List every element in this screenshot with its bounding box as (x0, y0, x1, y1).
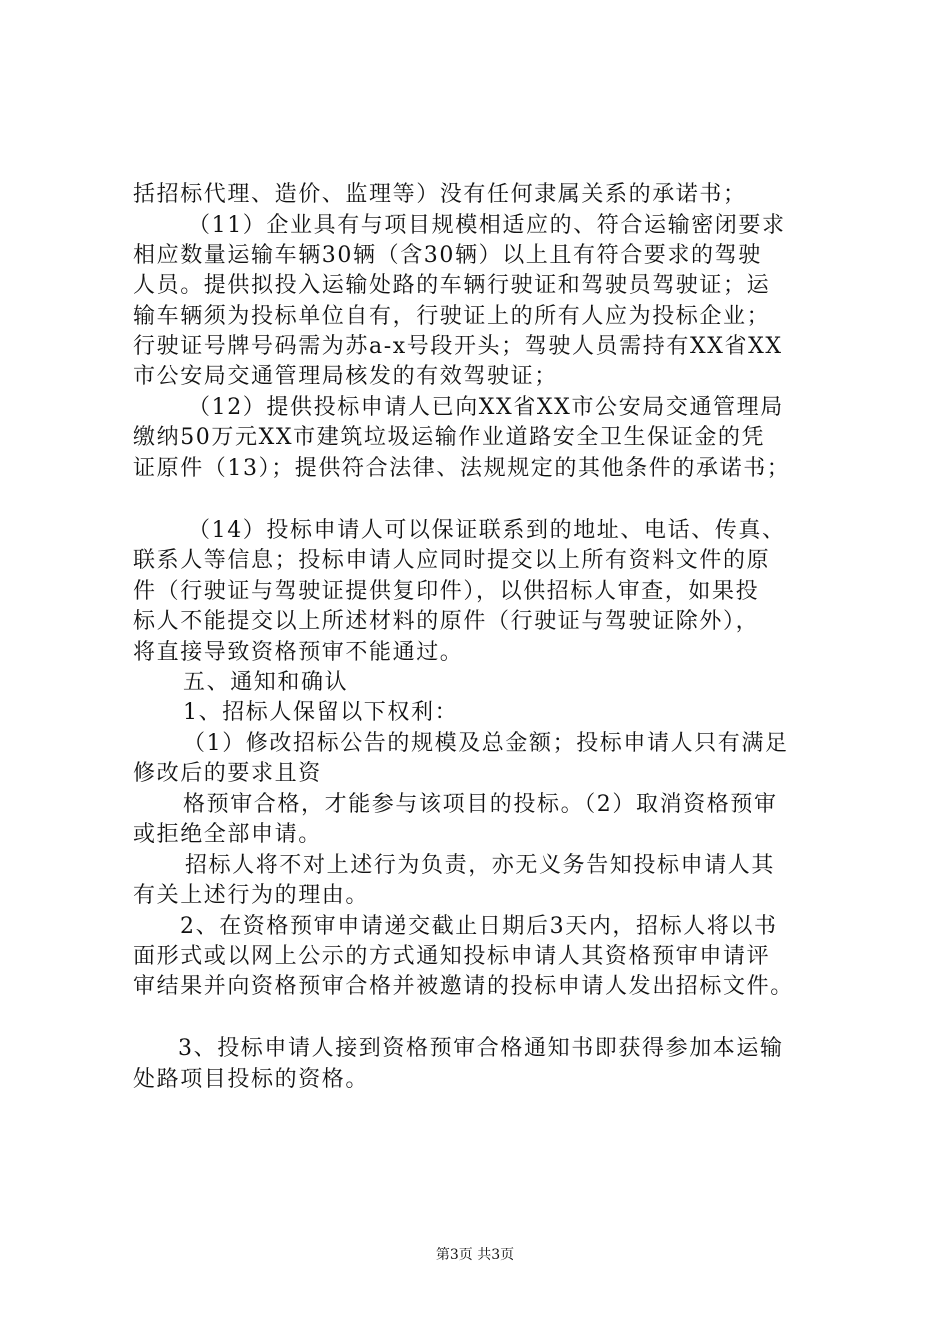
paragraph-line: 招标人将不对上述行为负责，亦无义务告知投标申请人其 (185, 853, 776, 878)
paragraph-line: （1）修改招标公告的规模及总金额；投标申请人只有满足 (183, 731, 789, 756)
paragraph-line: 相应数量运输车辆30辆（含30辆）以上且有符合要求的驾驶 (133, 243, 762, 268)
paragraph-line: 联系人等信息；投标申请人应同时提交以上所有资料文件的原 (133, 548, 771, 573)
paragraph-line: 格预审合格，才能参与该项目的投标。（2）取消资格预审 (183, 792, 778, 817)
paragraph-line: 1、招标人保留以下权利： (183, 700, 459, 725)
paragraph-line: 有关上述行为的理由。 (133, 883, 370, 908)
paragraph-line: （12）提供投标申请人已向XX省XX市公安局交通管理局 (188, 395, 784, 420)
paragraph-line: 证原件（13）；提供符合法律、法规规定的其他条件的承诺书； (133, 456, 791, 481)
paragraph-line: （14）投标申请人可以保证联系到的地址、电话、传真、 (188, 518, 786, 543)
paragraph-line: 标人不能提交以上所述材料的原件（行驶证与驾驶证除外）， (133, 609, 760, 634)
paragraph-line: 人员。提供拟投入运输处路的车辆行驶证和驾驶员驾驶证；运 (133, 273, 771, 298)
page-footer: 第3页 共3页 (435, 1247, 515, 1263)
paragraph-line: 将直接导致资格预审不能通过。 (133, 640, 464, 665)
paragraph-line: 缴纳50万元XX市建筑垃圾运输作业道路安全卫生保证金的凭 (133, 425, 766, 450)
paragraph-line: 输车辆须为投标单位自有，行驶证上的所有人应为投标企业； (133, 304, 771, 329)
paragraph-line: 修改后的要求且资 (133, 761, 322, 786)
paragraph-line: 处路项目投标的资格。 (133, 1067, 370, 1092)
paragraph-line: 件（行驶证与驾驶证提供复印件），以供招标人审查，如果投 (133, 579, 760, 604)
paragraph-line: 行驶证号牌号码需为苏a-x号段开头；驾驶人员需持有XX省XX (133, 334, 783, 359)
paragraph-line: （11）企业具有与项目规模相适应的、符合运输密闭要求 (188, 213, 786, 238)
paragraph-line: 市公安局交通管理局核发的有效驾驶证； (133, 364, 558, 389)
paragraph-line: 括招标代理、造价、监理等）没有任何隶属关系的承诺书； (133, 182, 747, 207)
paragraph-line: 3、投标申请人接到资格预审合格通知书即获得参加本运输 (178, 1036, 784, 1061)
paragraph-line: 审结果并向资格预审合格并被邀请的投标申请人发出招标文件。 (133, 974, 794, 999)
paragraph-line: 面形式或以网上公示的方式通知投标申请人其资格预审申请评 (133, 944, 771, 969)
paragraph-line: 五、通知和确认 (183, 670, 349, 695)
paragraph-line: 2、在资格预审申请递交截止日期后3天内，招标人将以书 (180, 914, 778, 939)
paragraph-line: 或拒绝全部申请。 (133, 822, 322, 847)
